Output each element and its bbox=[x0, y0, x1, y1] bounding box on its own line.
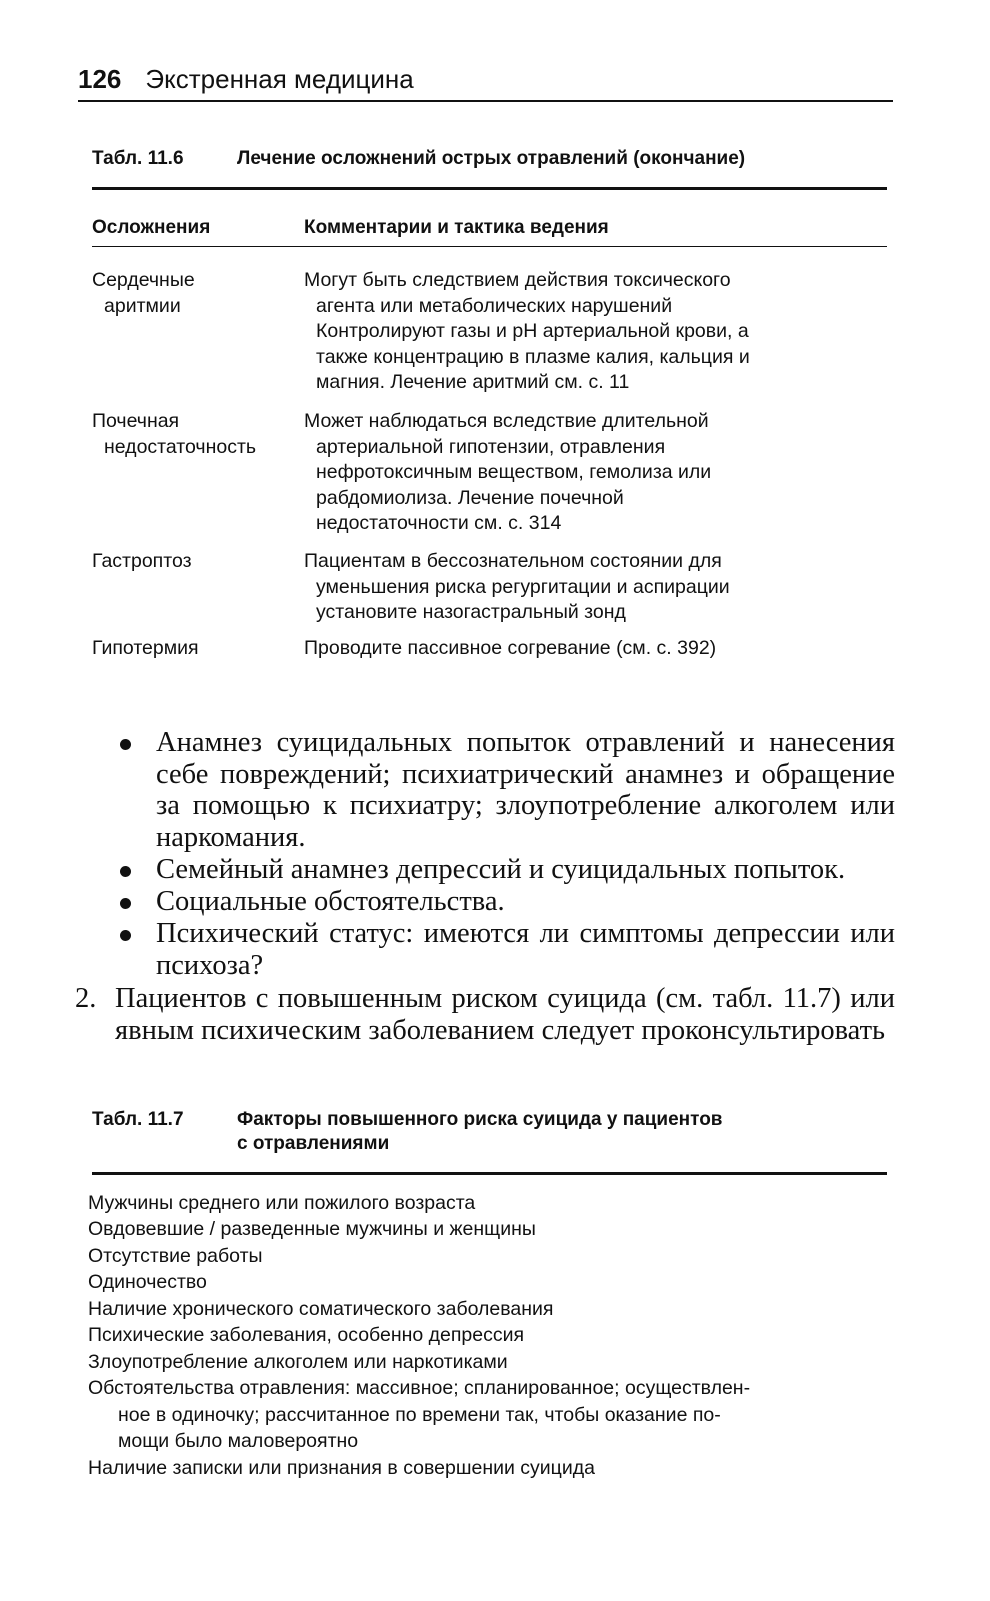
list-item: Мужчины среднего или пожилого возраста bbox=[88, 1192, 476, 1214]
running-header bbox=[78, 62, 893, 102]
table-title-cont: с отравлениями bbox=[237, 1133, 390, 1154]
header-rule bbox=[92, 246, 887, 247]
cell: магния. Лечение аритмий см. с. 11 bbox=[316, 371, 630, 393]
item-number: 2. bbox=[75, 983, 97, 1014]
bullet-icon bbox=[120, 930, 131, 941]
cell: аритмии bbox=[104, 294, 181, 317]
list-item: Овдовевшие / разведенные мужчины и женщины bbox=[88, 1218, 536, 1240]
cell: недостаточности см. с. 314 bbox=[316, 512, 562, 534]
cell: Может наблюдаться вследствие длительной bbox=[304, 410, 709, 432]
table-title: Факторы повышенного риска суицида у пациентов bbox=[237, 1109, 723, 1130]
numbered-item bbox=[75, 983, 895, 1046]
cell: нефротоксичным веществом, гемолиза или bbox=[316, 461, 712, 483]
cell: Гипотермия bbox=[92, 637, 199, 659]
cell: Пациентам в бессознательном состоянии для bbox=[304, 550, 722, 572]
list-item: Психический статус: имеются ли симптомы депрессии или психоза? bbox=[120, 918, 895, 981]
table-label: Табл. 11.7 bbox=[92, 1109, 184, 1130]
table-11-7-caption bbox=[92, 1108, 892, 1156]
cell: Контролируют газы и pH артериальной крови, а bbox=[316, 320, 749, 342]
bullet-icon bbox=[120, 739, 131, 750]
cell: установите назогастральный зонд bbox=[316, 601, 626, 623]
cell: Гастроптоз bbox=[92, 550, 192, 572]
table-title: Лечение осложнений острых отравлений (окончание) bbox=[237, 148, 746, 169]
table-top-rule bbox=[92, 1172, 887, 1175]
table-top-rule bbox=[92, 187, 887, 190]
list-item: Обстоятельства отравления: массивное; спланированное; осуществлен- ное в одиночку; рассчитанное по времени так, чтобы оказание по- мощи было маловероятно bbox=[88, 1377, 751, 1452]
cell: Сердечные bbox=[92, 269, 195, 291]
cell: артериальной гипотензии, отравления bbox=[316, 435, 666, 458]
list-item: Наличие записки или признания в совершении суицида bbox=[88, 1457, 595, 1479]
list-item: Одиночество bbox=[88, 1271, 207, 1293]
list-item: Отсутствие работы bbox=[88, 1245, 263, 1267]
list-item: Социальные обстоятельства. bbox=[120, 886, 895, 918]
cell: рабдомиолиза. Лечение почечной bbox=[316, 486, 624, 509]
bullet-icon bbox=[120, 866, 131, 877]
cell: Почечная bbox=[92, 410, 180, 432]
column-header-complications: Осложнения bbox=[92, 217, 211, 238]
cell: Могут быть следствием действия токсического bbox=[304, 269, 731, 291]
column-header-comments: Комментарии и тактика ведения bbox=[304, 217, 609, 238]
list-item: Злоупотребление алкоголем или наркотиками bbox=[88, 1351, 508, 1373]
item-text: Пациентов с повышенным риском суицида (см. табл. 11.7) или явным психическим заболеванием следует проконсультировать bbox=[115, 983, 895, 1046]
cell: агента или метаболических нарушений bbox=[316, 294, 673, 317]
list-item: Психические заболевания, особенно депрессия bbox=[88, 1324, 525, 1346]
table-11-6-caption bbox=[92, 147, 892, 171]
cell: уменьшения риска регургитации и аспирации bbox=[316, 575, 730, 598]
page-number: 126 bbox=[78, 64, 122, 94]
list-item: Наличие хронического соматического заболевания bbox=[88, 1298, 554, 1320]
cell: Проводите пассивное согревание (см. с. 392) bbox=[304, 637, 717, 659]
cell: также концентрацию в плазме калия, кальция и bbox=[316, 345, 750, 368]
list-item: Семейный анамнез депрессий и суицидальных попыток. bbox=[120, 854, 895, 886]
cell: недостаточность bbox=[104, 435, 257, 458]
running-title: Экстренная медицина bbox=[145, 64, 414, 94]
table-label: Табл. 11.6 bbox=[92, 148, 184, 169]
bullet-icon bbox=[120, 898, 131, 909]
list-item: Анамнез суицидальных попыток отравлений и нанесения себе повреждений; психиатрический анамнез и обращение за помощью к психиатру; злоупотребление алкоголем или наркомания. bbox=[120, 727, 895, 853]
